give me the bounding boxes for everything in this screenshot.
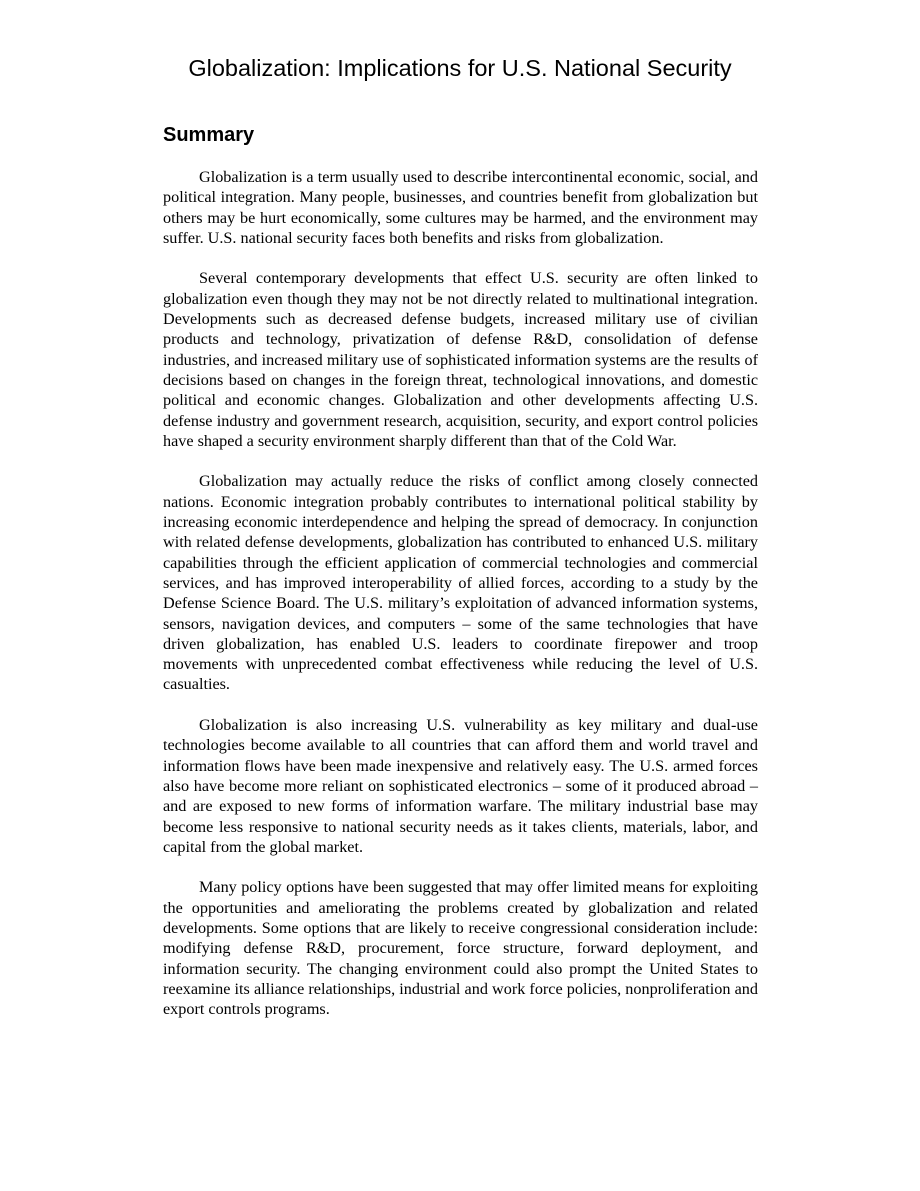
section-heading-summary: Summary: [163, 124, 255, 146]
summary-body: [163, 167, 758, 1040]
paragraph-5: Many policy options have been suggested that may offer limited means for exploiting the opportunities and ameliorating the problems created by globalization and related developments. Some options that are likely to receive congressional consideration include: modifying defense R&D, procurement, force structure, forward deployment, and information security. The changing environment could also prompt the United States to reexamine its alliance relationships, industrial and work force policies, nonproliferation and export controls programs.: [163, 878, 758, 1019]
paragraph-2: Several contemporary developments that effect U.S. security are often linked to globalization even though they may not be not directly related to multinational integration. Developments such as decreased defense budgets, increased military use of civilian products and technology, privatization of defense R&D, consolidation of defense industries, and increased military use of sophisticated information systems are the results of decisions based on changes in the foreign threat, technological innovations, and domestic political and economic changes. Globalization and other developments affecting U.S. defense industry and government research, acquisition, security, and export control policies have shaped a security environment sharply different than that of the Cold War.: [163, 269, 758, 450]
paragraph-4: Globalization is also increasing U.S. vulnerability as key military and dual-use technologies become available to all countries that can afford them and world travel and information flows have been made inexpensive and relatively easy. The U.S. armed forces also have become more reliant on sophisticated electronics – some of it produced abroad – and are exposed to new forms of information warfare. The military industrial base may become less responsive to national security needs as it takes clients, materials, labor, and capital from the global market.: [163, 716, 758, 856]
paragraph-3: Globalization may actually reduce the risks of conflict among closely connected nations. Economic integration probably contributes to international political stability by increasing economic interdependence and helping the spread of democracy. In conjunction with related defense developments, globalization has contributed to enhanced U.S. military capabilities through the efficient application of commercial technologies and commercial services, and has improved interoperability of allied forces, according to a study by the Defense Science Board. The U.S. military’s exploitation of advanced information systems, sensors, navigation devices, and computers – some of the same technologies that have driven globalization, has enabled U.S. leaders to coordinate firepower and troop movements with unprecedented combat effectiveness while reducing the level of U.S. casualties.: [163, 472, 758, 694]
paragraph-1: Globalization is a term usually used to describe intercontinental economic, social, and political integration. Many people, businesses, and countries benefit from globalization but others may be hurt economically, some cultures may be harmed, and the environment may suffer. U.S. national security faces both benefits and risks from globalization.: [163, 168, 758, 247]
document-title: Globalization: Implications for U.S. National Security: [188, 55, 732, 81]
